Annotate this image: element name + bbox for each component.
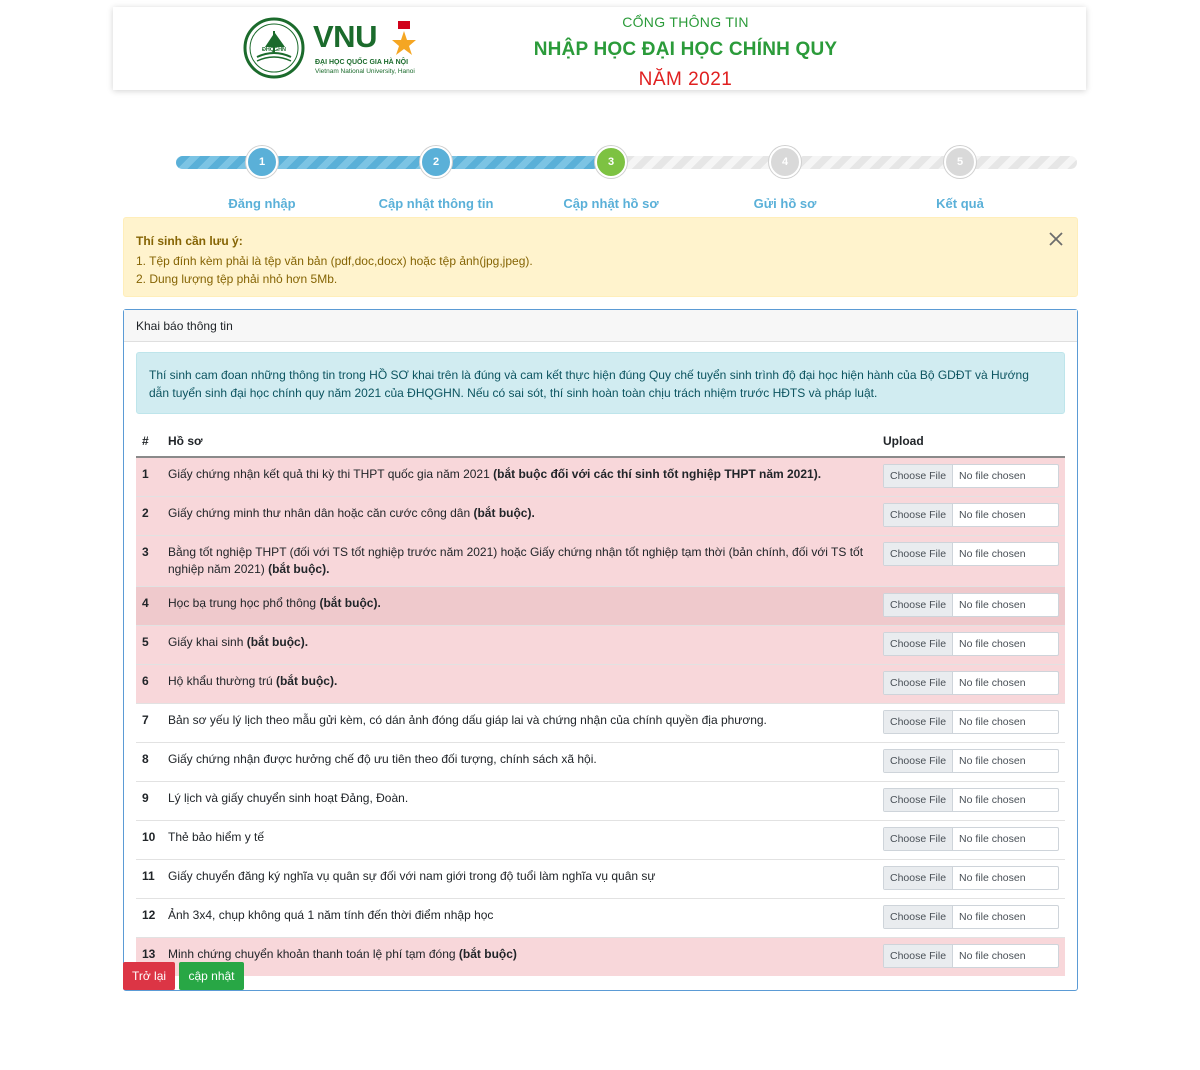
step-5-number: 5 (956, 156, 964, 168)
required-note: (bắt buộc). (246, 635, 309, 649)
row-document-name (162, 821, 877, 860)
document-label: Lý lịch và giấy chuyển sinh hoạt Đảng, Đoàn. (168, 791, 409, 805)
document-label: Giấy chuyển đăng ký nghĩa vụ quân sự đối với nam giới trong độ tuổi làm nghĩa vụ quân sự (168, 869, 656, 883)
choose-file-button[interactable]: Choose File (884, 594, 953, 616)
row-number: 5 (136, 626, 162, 665)
document-label: Minh chứng chuyển khoản thanh toán lệ phí tạm đóng (168, 947, 459, 961)
choose-file-button[interactable]: Choose File (884, 867, 953, 889)
col-number-header: # (136, 428, 162, 457)
file-input[interactable] (883, 464, 1059, 488)
vnu-emblem-abbr: ĐHQGHN (262, 47, 286, 53)
choose-file-button[interactable]: Choose File (884, 789, 953, 811)
file-status: No file chosen (959, 872, 1026, 884)
logo-brand: VNU (313, 19, 377, 54)
page-title: NHẬP HỌC ĐẠI HỌC CHÍNH QUY (533, 39, 838, 60)
choose-file-button[interactable]: Choose File (884, 543, 953, 565)
document-label: Giấy chứng nhận được hưởng chế độ ưu tiên theo đối tượng, chính sách xã hội. (168, 752, 597, 766)
col-upload-header: Upload (877, 428, 1065, 457)
documents-table (136, 428, 1065, 976)
star-medal-icon (391, 21, 417, 57)
declaration-card (123, 309, 1078, 991)
notice-line-2: 2. Dung lượng tệp phải nhỏ hơn 5Mb. (136, 272, 338, 286)
progress-track-done (176, 156, 613, 169)
close-icon[interactable] (1047, 230, 1065, 248)
step-3-circle (595, 146, 627, 178)
table-row (136, 457, 1065, 497)
table-row (136, 536, 1065, 587)
step-1-label[interactable]: Đăng nhập (228, 196, 296, 211)
documents-table-body (136, 457, 1065, 976)
file-input[interactable] (883, 593, 1059, 617)
table-row (136, 665, 1065, 704)
document-label: Thẻ bảo hiểm y tế (168, 830, 265, 844)
table-row (136, 899, 1065, 938)
table-row (136, 497, 1065, 536)
row-number: 9 (136, 782, 162, 821)
row-upload-cell (877, 665, 1065, 704)
table-header-row (136, 428, 1065, 457)
document-label: Giấy chứng nhận kết quả thi kỳ thi THPT quốc gia năm 2021 (168, 467, 494, 481)
required-note: (bắt buộc đối với các thí sinh tốt nghiệp THPT năm 2021). (493, 467, 822, 481)
row-document-name (162, 743, 877, 782)
table-row (136, 938, 1065, 977)
step-4-label[interactable]: Gửi hồ sơ (753, 196, 817, 211)
row-document-name (162, 626, 877, 665)
row-upload-cell (877, 704, 1065, 743)
progress-track-todo (612, 156, 1077, 169)
row-upload-cell (877, 536, 1065, 587)
file-input[interactable] (883, 827, 1059, 851)
file-status: No file chosen (959, 911, 1026, 923)
card-header: Khai báo thông tin (124, 310, 1077, 342)
step-4-number: 4 (781, 156, 789, 168)
document-label: Bằng tốt nghiệp THPT (đối với TS tốt nghiệp trước năm 2021) hoặc Giấy chứng nhận tốt nghiệp tạm thời (bản chính, đối với TS tốt nghiệp năm 2021) (168, 545, 864, 576)
step-4-circle (769, 146, 801, 178)
file-status: No file chosen (959, 677, 1026, 689)
file-input[interactable] (883, 632, 1059, 656)
row-number: 12 (136, 899, 162, 938)
notice-alert (123, 217, 1078, 297)
row-document-name (162, 938, 877, 977)
row-upload-cell (877, 821, 1065, 860)
document-label: Học bạ trung học phổ thông (168, 596, 320, 610)
commitment-info: Thí sinh cam đoan những thông tin trong HỒ SƠ khai trên là đúng và cam kết thực hiện đúng Quy chế tuyển sinh trình độ đại học hiện hành của Bộ GDĐT và Hướng dẫn tuyển sinh đại học chính quy năm 2021 của ĐHQGHN. Nếu có sai sót, thí sinh hoàn toàn chịu trách nhiệm trước HĐTS và pháp luật. (136, 352, 1065, 414)
file-input[interactable] (883, 710, 1059, 734)
file-input[interactable] (883, 905, 1059, 929)
row-upload-cell (877, 626, 1065, 665)
required-note: (bắt buộc). (319, 596, 381, 610)
required-note: (bắt buộc). (275, 674, 338, 688)
file-status: No file chosen (959, 833, 1026, 845)
row-number: 11 (136, 860, 162, 899)
file-input[interactable] (883, 503, 1059, 527)
col-document-header: Hồ sơ (162, 428, 877, 457)
table-row (136, 704, 1065, 743)
choose-file-button[interactable]: Choose File (884, 750, 953, 772)
choose-file-button[interactable]: Choose File (884, 906, 953, 928)
file-status: No file chosen (959, 509, 1026, 521)
update-button[interactable]: cập nhật (179, 962, 244, 990)
table-row (136, 743, 1065, 782)
row-upload-cell (877, 938, 1065, 977)
file-status: No file chosen (959, 716, 1026, 728)
required-note: (bắt buộc). (268, 562, 330, 576)
row-document-name (162, 860, 877, 899)
row-upload-cell (877, 497, 1065, 536)
document-label: Giấy chứng minh thư nhân dân hoặc căn cước công dân (168, 506, 474, 520)
row-document-name (162, 536, 877, 587)
row-number: 10 (136, 821, 162, 860)
step-3-number: 3 (607, 156, 615, 168)
row-document-name (162, 665, 877, 704)
table-row (136, 587, 1065, 626)
file-status: No file chosen (959, 794, 1026, 806)
table-row (136, 626, 1065, 665)
row-number: 3 (136, 536, 162, 587)
file-input[interactable] (883, 866, 1059, 890)
file-input[interactable] (883, 749, 1059, 773)
file-status: No file chosen (959, 638, 1026, 650)
portal-label: CỔNG THÔNG TIN (622, 14, 749, 30)
notice-line-1: 1. Tệp đính kèm phải là tệp văn bản (pdf,doc,docx) hoặc tệp ảnh(jpg,jpeg). (136, 254, 533, 268)
step-5-label[interactable]: Kết quả (936, 196, 984, 211)
document-label: Bản sơ yếu lý lịch theo mẫu gửi kèm, có dán ảnh đóng dấu giáp lai và chứng nhận của chính quyền địa phương. (168, 713, 767, 727)
step-5-circle (944, 146, 976, 178)
row-number: 1 (136, 457, 162, 497)
row-upload-cell (877, 860, 1065, 899)
row-document-name (162, 704, 877, 743)
choose-file-button[interactable]: Choose File (884, 945, 953, 967)
row-upload-cell (877, 782, 1065, 821)
choose-file-button[interactable]: Choose File (884, 504, 953, 526)
file-status: No file chosen (959, 548, 1026, 560)
row-upload-cell (877, 743, 1065, 782)
row-upload-cell (877, 457, 1065, 497)
step-2-label[interactable]: Cập nhật thông tin (378, 196, 494, 211)
file-input[interactable] (883, 671, 1059, 695)
row-number: 6 (136, 665, 162, 704)
choose-file-button[interactable]: Choose File (884, 711, 953, 733)
step-1-number: 1 (258, 156, 266, 168)
logo-name-en: Vietnam National University, Hanoi (315, 68, 415, 75)
row-number: 2 (136, 497, 162, 536)
site-header (113, 7, 1086, 90)
file-status: No file chosen (959, 755, 1026, 767)
row-document-name (162, 497, 877, 536)
portal-title-block (493, 7, 878, 91)
step-2-number: 2 (432, 156, 440, 168)
vnu-logo[interactable] (243, 13, 443, 85)
required-note: (bắt buộc) (458, 947, 517, 961)
document-label: Giấy khai sinh (168, 635, 247, 649)
file-status: No file chosen (959, 950, 1026, 962)
choose-file-button[interactable]: Choose File (884, 465, 953, 487)
file-input[interactable] (883, 542, 1059, 566)
table-row (136, 860, 1065, 899)
row-number: 13 (136, 938, 162, 977)
back-button[interactable]: Trở lại (123, 962, 175, 990)
row-document-name (162, 782, 877, 821)
table-row (136, 782, 1065, 821)
row-upload-cell (877, 587, 1065, 626)
file-input[interactable] (883, 788, 1059, 812)
choose-file-button[interactable]: Choose File (884, 633, 953, 655)
row-upload-cell (877, 899, 1065, 938)
page-year: NĂM 2021 (638, 69, 733, 90)
row-document-name (162, 587, 877, 626)
logo-name-vi: ĐẠI HỌC QUỐC GIA HÀ NỘI (315, 59, 409, 66)
row-number: 8 (136, 743, 162, 782)
document-label: Ảnh 3x4, chụp không quá 1 năm tính đến thời điểm nhập học (168, 908, 494, 922)
row-document-name (162, 457, 877, 497)
step-2-circle (420, 146, 452, 178)
choose-file-button[interactable]: Choose File (884, 672, 953, 694)
step-3-label[interactable]: Cập nhật hồ sơ (563, 196, 659, 211)
table-row (136, 821, 1065, 860)
document-label: Hộ khẩu thường trú (168, 674, 276, 688)
file-input[interactable] (883, 944, 1059, 968)
row-number: 4 (136, 587, 162, 626)
row-number: 7 (136, 704, 162, 743)
file-status: No file chosen (959, 599, 1026, 611)
notice-title: Thí sinh cần lưu ý: (136, 234, 243, 248)
row-document-name (162, 899, 877, 938)
required-note: (bắt buộc). (473, 506, 535, 520)
file-status: No file chosen (959, 470, 1026, 482)
step-1-circle (246, 146, 278, 178)
choose-file-button[interactable]: Choose File (884, 828, 953, 850)
